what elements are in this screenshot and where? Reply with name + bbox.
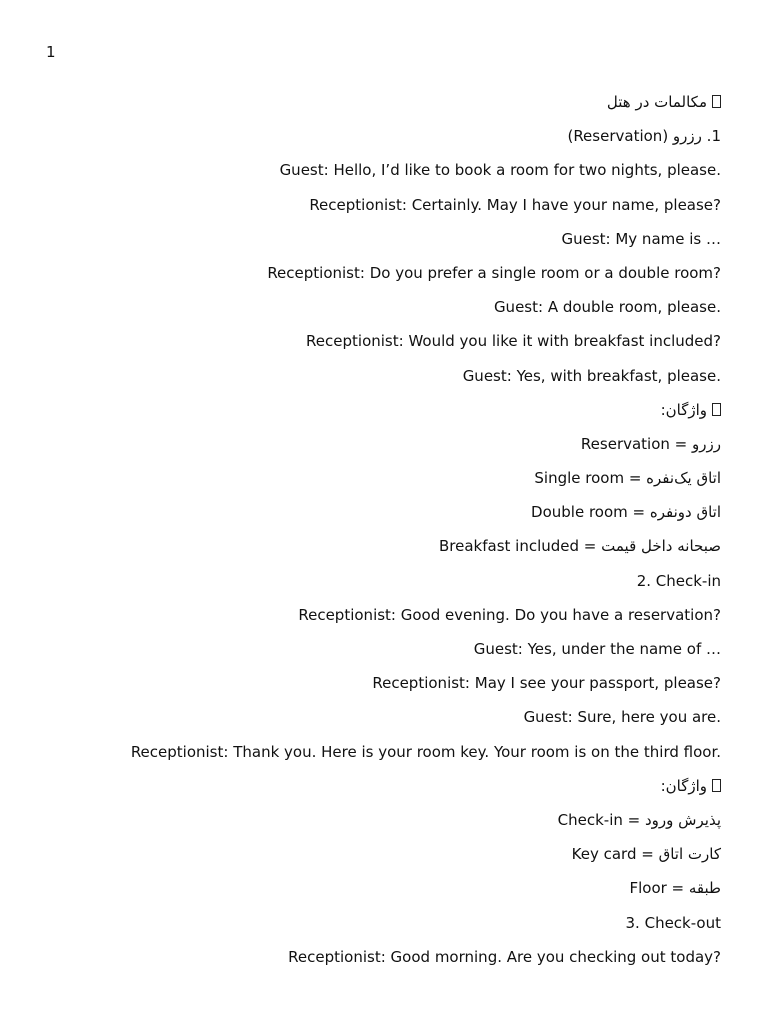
section-heading — [21, 571, 721, 591]
line-text: 1. رزرو (Reservation) — [567, 127, 721, 146]
line-text: Key card = کارت اتاق — [571, 845, 721, 864]
line-text: Receptionist: Good evening. Do you have a reservation? — [298, 605, 721, 624]
dialogue-line — [21, 366, 721, 386]
line-text: Single room = اتاق یک‌نفره — [534, 469, 721, 488]
vocabulary-item — [21, 810, 721, 830]
dialogue-line — [21, 297, 721, 317]
vocabulary-item — [21, 468, 721, 488]
line-text: Double room = اتاق دونفره — [531, 503, 721, 522]
dialogue-line — [21, 639, 721, 659]
line-text: Receptionist: Do you prefer a single room or a double room? — [267, 263, 721, 282]
line-text: 2. Check-in — [636, 571, 721, 590]
dialogue-line — [21, 160, 721, 180]
dialogue-line — [21, 229, 721, 249]
vocabulary-item — [21, 844, 721, 864]
line-text: Receptionist: Good morning. Are you checking out today? — [288, 947, 721, 966]
line-text: Guest: My name is … — [561, 229, 721, 248]
dialogue-line — [21, 947, 721, 967]
vocabulary-heading — [21, 776, 721, 796]
line-text: Guest: A double room, please. — [493, 298, 721, 317]
vocabulary-item — [21, 502, 721, 522]
dialogue-line — [21, 673, 721, 693]
document-lines — [21, 126, 721, 967]
book-emoji-icon — [712, 403, 721, 416]
line-text: Reservation = رزرو — [580, 434, 721, 453]
section-heading — [21, 913, 721, 933]
vocabulary-item — [21, 536, 721, 556]
line-text: Guest: Yes, with breakfast, please. — [462, 366, 721, 385]
line-text: Guest: Hello, I’d like to book a room for two nights, please. — [279, 161, 721, 180]
line-text: واژگان: — [660, 400, 707, 419]
hotel-emoji-icon — [712, 95, 721, 108]
dialogue-line — [21, 263, 721, 283]
line-text: 3. Check-out — [625, 913, 721, 932]
line-text: Guest: Sure, here you are. — [523, 708, 721, 727]
document-body — [21, 92, 721, 981]
line-text: Guest: Yes, under the name of … — [473, 640, 721, 658]
vocabulary-item — [21, 434, 721, 454]
book-emoji-icon — [712, 779, 721, 792]
dialogue-line — [21, 605, 721, 625]
dialogue-line — [21, 331, 721, 351]
line-text: Receptionist: May I see your passport, please? — [372, 674, 721, 693]
vocabulary-item — [21, 878, 721, 898]
section-heading — [21, 126, 721, 146]
line-text: Receptionist: Would you like it with breakfast included? — [306, 332, 721, 351]
document-title — [21, 92, 721, 112]
page-number: 1 — [46, 43, 56, 61]
line-text: Receptionist: Thank you. Here is your room key. Your room is on the third floor. — [130, 742, 721, 761]
line-text: Receptionist: Certainly. May I have your name, please? — [309, 195, 721, 214]
line-text: Breakfast included = صبحانه داخل قیمت — [438, 537, 721, 556]
line-text: Check-in = پذیرش ورود — [557, 810, 721, 829]
document-title-text: مکالمات در هتل — [606, 93, 707, 111]
dialogue-line — [21, 195, 721, 215]
dialogue-line — [21, 742, 721, 762]
line-text: واژگان: — [660, 776, 707, 795]
line-text: Floor = طبقه — [629, 879, 721, 898]
vocabulary-heading — [21, 400, 721, 420]
dialogue-line — [21, 707, 721, 727]
